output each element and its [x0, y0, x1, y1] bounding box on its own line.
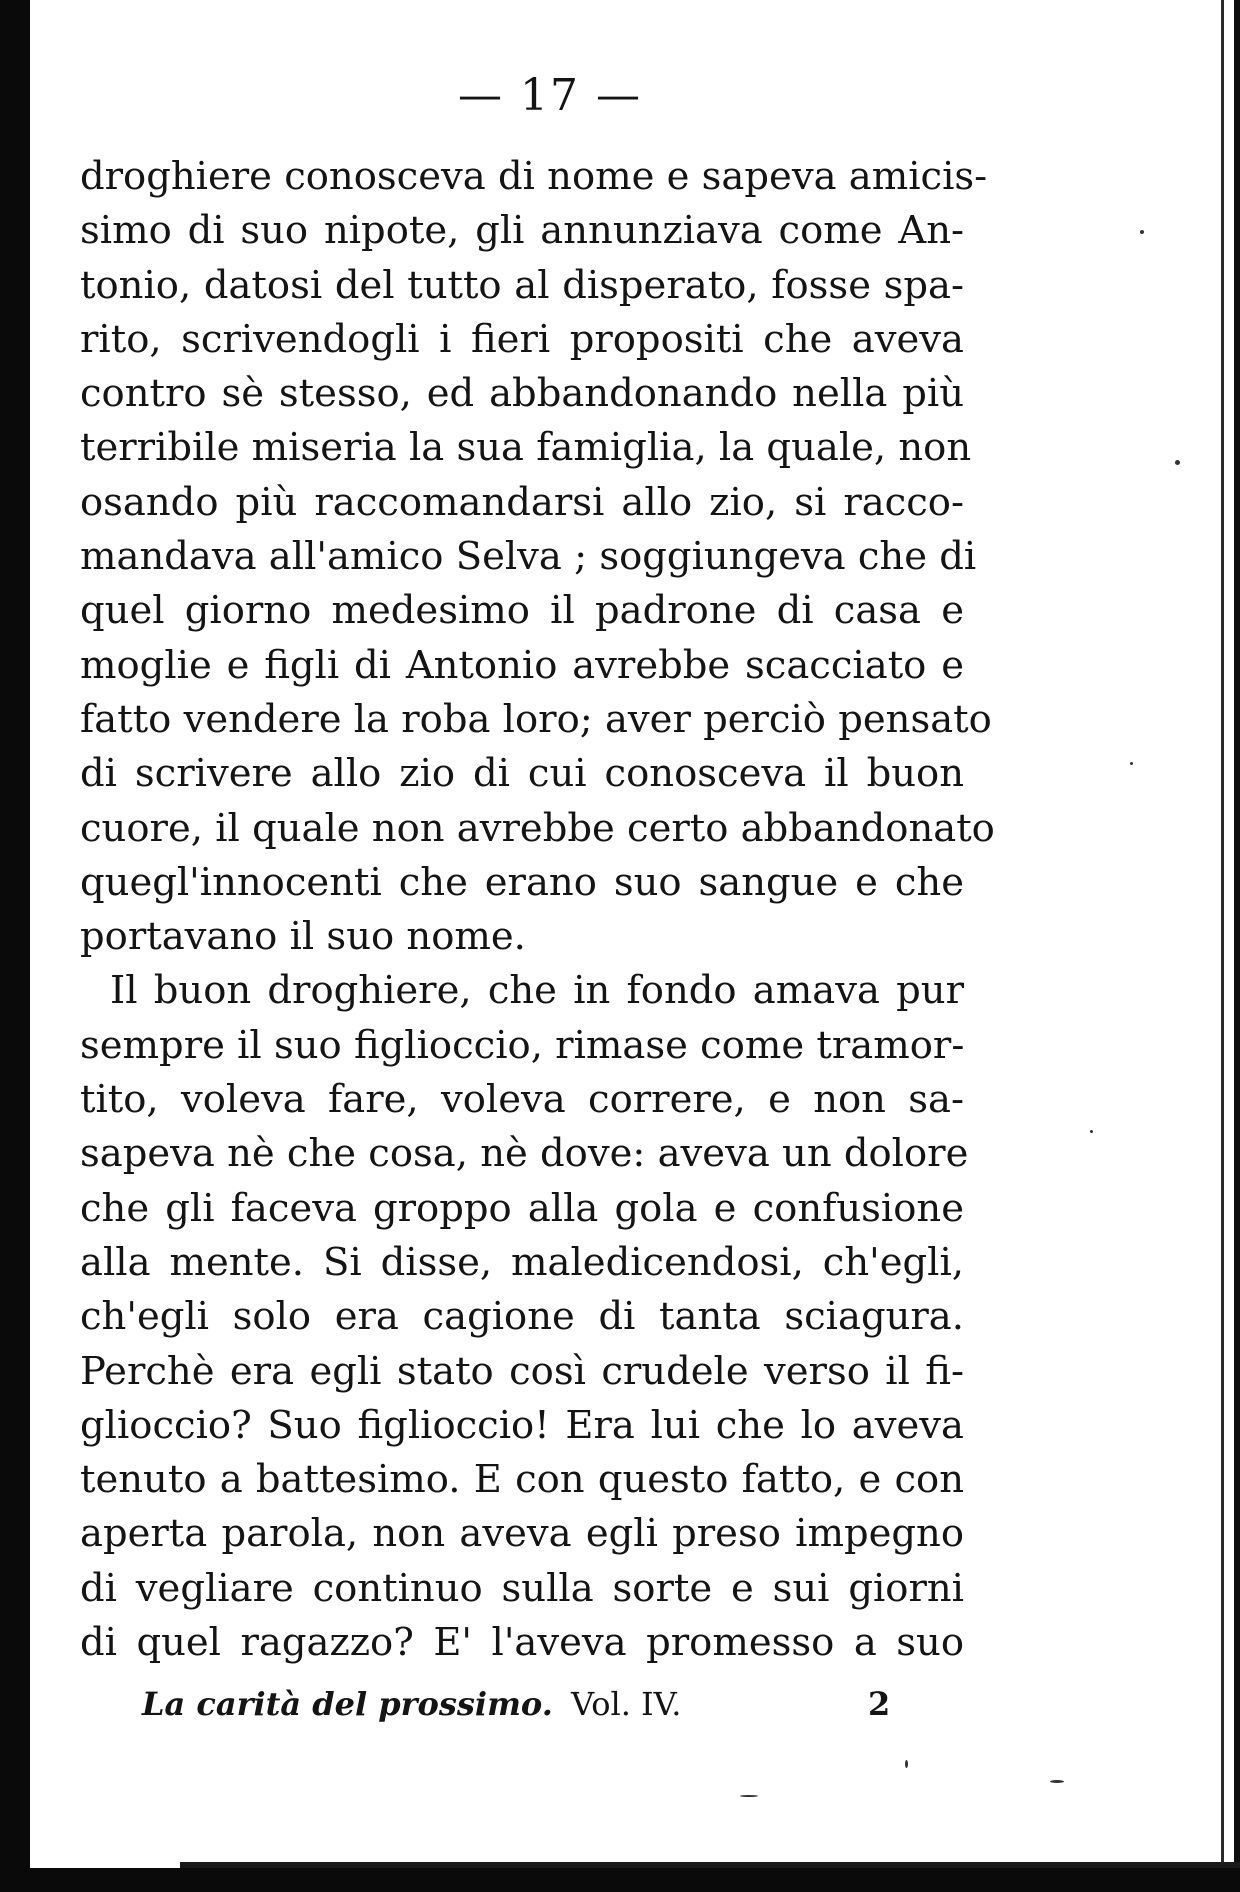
- text-line: tito, voleva fare, voleva correre, e non sa-: [80, 1077, 964, 1123]
- text-line: tenuto a battesimo. E con questo fatto, e con: [80, 1457, 964, 1503]
- text-line: di scrivere allo zio di cui conosceva il buon: [80, 751, 964, 797]
- text-line: alla mente. Si disse, maledicendosi, ch'egli,: [80, 1239, 964, 1285]
- text-line: di quel ragazzo? E' l'aveva promesso a suo: [80, 1620, 964, 1666]
- text-line: glioccio? Suo figlioccio! Era lui che lo aveva: [80, 1402, 964, 1448]
- scan-right-edge-line: [1221, 0, 1224, 1892]
- text-line: aperta parola, non aveva egli preso impegno: [80, 1511, 964, 1557]
- paragraph-end-line: portavano il suo nome.: [80, 914, 526, 960]
- text-line: droghiere conosceva di nome e sapeva amicis-: [80, 154, 988, 199]
- footer-book-title: La carità del prossimo.: [142, 1685, 553, 1723]
- page-footer: [142, 1685, 922, 1723]
- scan-bottom-edge: [0, 1868, 1240, 1892]
- scan-speck: [1140, 230, 1144, 234]
- text-line: Perchè era egli stato così crudele verso il fi-: [80, 1348, 964, 1394]
- paragraph-start-line: Il buon droghiere, che in fondo amava pur: [110, 968, 964, 1014]
- scan-speck: [1050, 1780, 1064, 1783]
- text-line: osando più raccomandarsi allo zio, si racco-: [80, 479, 964, 525]
- text-line: quel giorno medesimo il padrone di casa e: [80, 588, 964, 634]
- footer-signature-mark: 2: [868, 1685, 891, 1723]
- text-line: fatto vendere la roba loro; aver perciò pensato: [80, 696, 992, 742]
- text-line: contro sè stesso, ed abbandonando nella più: [80, 371, 964, 417]
- text-line: rito, scrivendogli i fieri propositi che aveva: [80, 316, 964, 362]
- scan-speck: [1130, 762, 1133, 765]
- scan-speck: [1175, 460, 1180, 465]
- text-line: di vegliare continuo sulla sorte e sui giorni: [80, 1565, 964, 1611]
- scan-binding-edge: [0, 0, 30, 1892]
- page-number: — 17 —: [458, 70, 642, 121]
- text-line: simo di suo nipote, gli annunziava come An-: [80, 208, 964, 254]
- text-line: mandava all'amico Selva ; soggiungeva che di: [80, 534, 977, 580]
- scan-right-edge: [1234, 0, 1240, 1892]
- text-line: terribile miseria la sua famiglia, la quale, non: [80, 425, 972, 471]
- scan-speck: [1090, 1130, 1093, 1133]
- text-line: tonio, datosi del tutto al disperato, fosse spa-: [80, 262, 964, 308]
- text-line: sapeva nè che cosa, nè dove: aveva un dolore: [80, 1131, 969, 1177]
- scan-speck: [905, 1760, 908, 1768]
- text-line: ch'egli solo era cagione di tanta sciagura.: [80, 1294, 964, 1340]
- text-line: che gli faceva groppo alla gola e confusione: [80, 1185, 964, 1231]
- text-line: quegl'innocenti che erano suo sangue e che: [80, 859, 964, 905]
- footer-volume: Vol. IV.: [571, 1685, 682, 1723]
- text-line: cuore, il quale non avrebbe certo abbandonato: [80, 805, 995, 851]
- text-line: sempre il suo figlioccio, rimase come tramor-: [80, 1022, 965, 1068]
- text-line: moglie e figli di Antonio avrebbe scacciato e: [80, 642, 964, 688]
- scan-speck: [740, 1795, 758, 1797]
- body-text: [80, 150, 995, 1670]
